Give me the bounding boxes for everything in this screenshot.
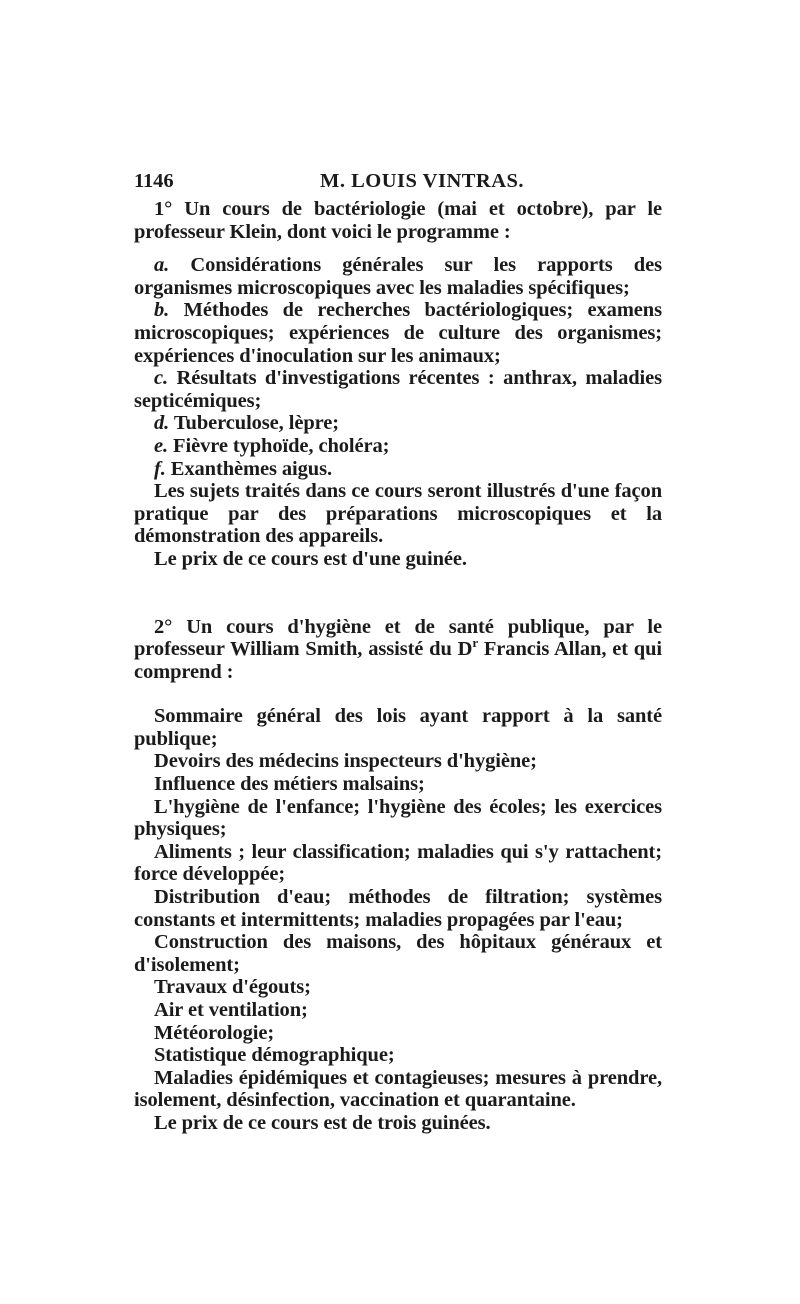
course2-program	[134, 705, 662, 1112]
intro-text-end: Francis Allan, et qui comprend :	[134, 638, 662, 683]
item-text: Fièvre typhoïde, choléra;	[168, 434, 390, 457]
course1-item-c	[134, 367, 662, 412]
course1-item-f	[134, 458, 662, 481]
item-letter: f.	[154, 457, 166, 480]
course2-item: Influence des métiers malsains;	[154, 773, 425, 796]
intro-text: 2° Un cours d'hygiène et de santé publique, par le professeur William Smith, assisté du D	[134, 615, 662, 661]
course1-price: Le prix de ce cours est d'une guinée.	[154, 547, 467, 570]
item-letter: a.	[154, 254, 170, 277]
item-letter: d.	[154, 412, 170, 435]
item-text: Considérations générales sur les rapports des organismes microscopiques avec les maladies spécifiques;	[134, 254, 662, 299]
course1-item-a	[134, 254, 662, 299]
item-letter: e.	[154, 434, 169, 457]
course2-item: Statistique démographique;	[154, 1044, 395, 1067]
page-header	[134, 170, 662, 194]
course1-intro: 1° Un cours de bactériologie (mai et octobre), par le professeur Klein, dont voici le programme :	[134, 198, 662, 243]
course2-price: Le prix de ce cours est de trois guinées.	[154, 1111, 491, 1134]
course2-item: Construction des maisons, des hôpitaux généraux et d'isolement;	[134, 931, 662, 976]
course2-item: Maladies épidémiques et contagieuses; mesures à prendre, isolement, désinfection, vaccination et quarantaine.	[134, 1066, 662, 1112]
course2-item: Devoirs des médecins inspecteurs d'hygiène;	[154, 750, 537, 773]
page-body	[134, 170, 662, 1135]
page-number: 1146	[134, 170, 174, 192]
course2-item: Air et ventilation;	[154, 999, 308, 1021]
item-text: Méthodes de recherches bactériologiques; examens microscopiques; expériences de culture des organismes; expériences d'inoculation sur les animaux;	[134, 299, 662, 367]
item-letter: c.	[154, 367, 169, 390]
course1-item-e	[134, 435, 662, 458]
course1-item-b	[134, 299, 662, 367]
item-text: Exanthèmes aigus.	[165, 457, 332, 480]
course1-program	[134, 254, 662, 480]
running-title: M. LOUIS VINTRAS.	[320, 170, 525, 192]
course2-item: Travaux d'égouts;	[154, 976, 311, 999]
course2-item: Aliments ; leur classification; maladies qui s'y rattachent; force développée;	[134, 840, 662, 886]
course1-item-d	[134, 412, 662, 435]
item-text: Résultats d'investigations récentes : anthrax, maladies septicémiques;	[134, 367, 662, 412]
course2-item: Météorologie;	[154, 1021, 275, 1044]
course2-item: Distribution d'eau; méthodes de filtration; systèmes constants et intermittents; maladies propagées par l'eau;	[134, 886, 662, 931]
item-letter: b.	[154, 299, 170, 322]
doctor-abbrev-sup: r	[472, 635, 479, 651]
item-text: Tuberculose, lèpre;	[169, 412, 339, 435]
course1-note: Les sujets traités dans ce cours seront illustrés d'une façon pratique par des préparations microscopiques et la démonstration des appareils.	[134, 480, 662, 548]
course2-intro	[134, 616, 662, 684]
course2-item: L'hygiène de l'enfance; l'hygiène des écoles; les exercices physiques;	[134, 795, 662, 841]
course2-item: Sommaire général des lois ayant rapport à la santé publique;	[134, 705, 662, 750]
